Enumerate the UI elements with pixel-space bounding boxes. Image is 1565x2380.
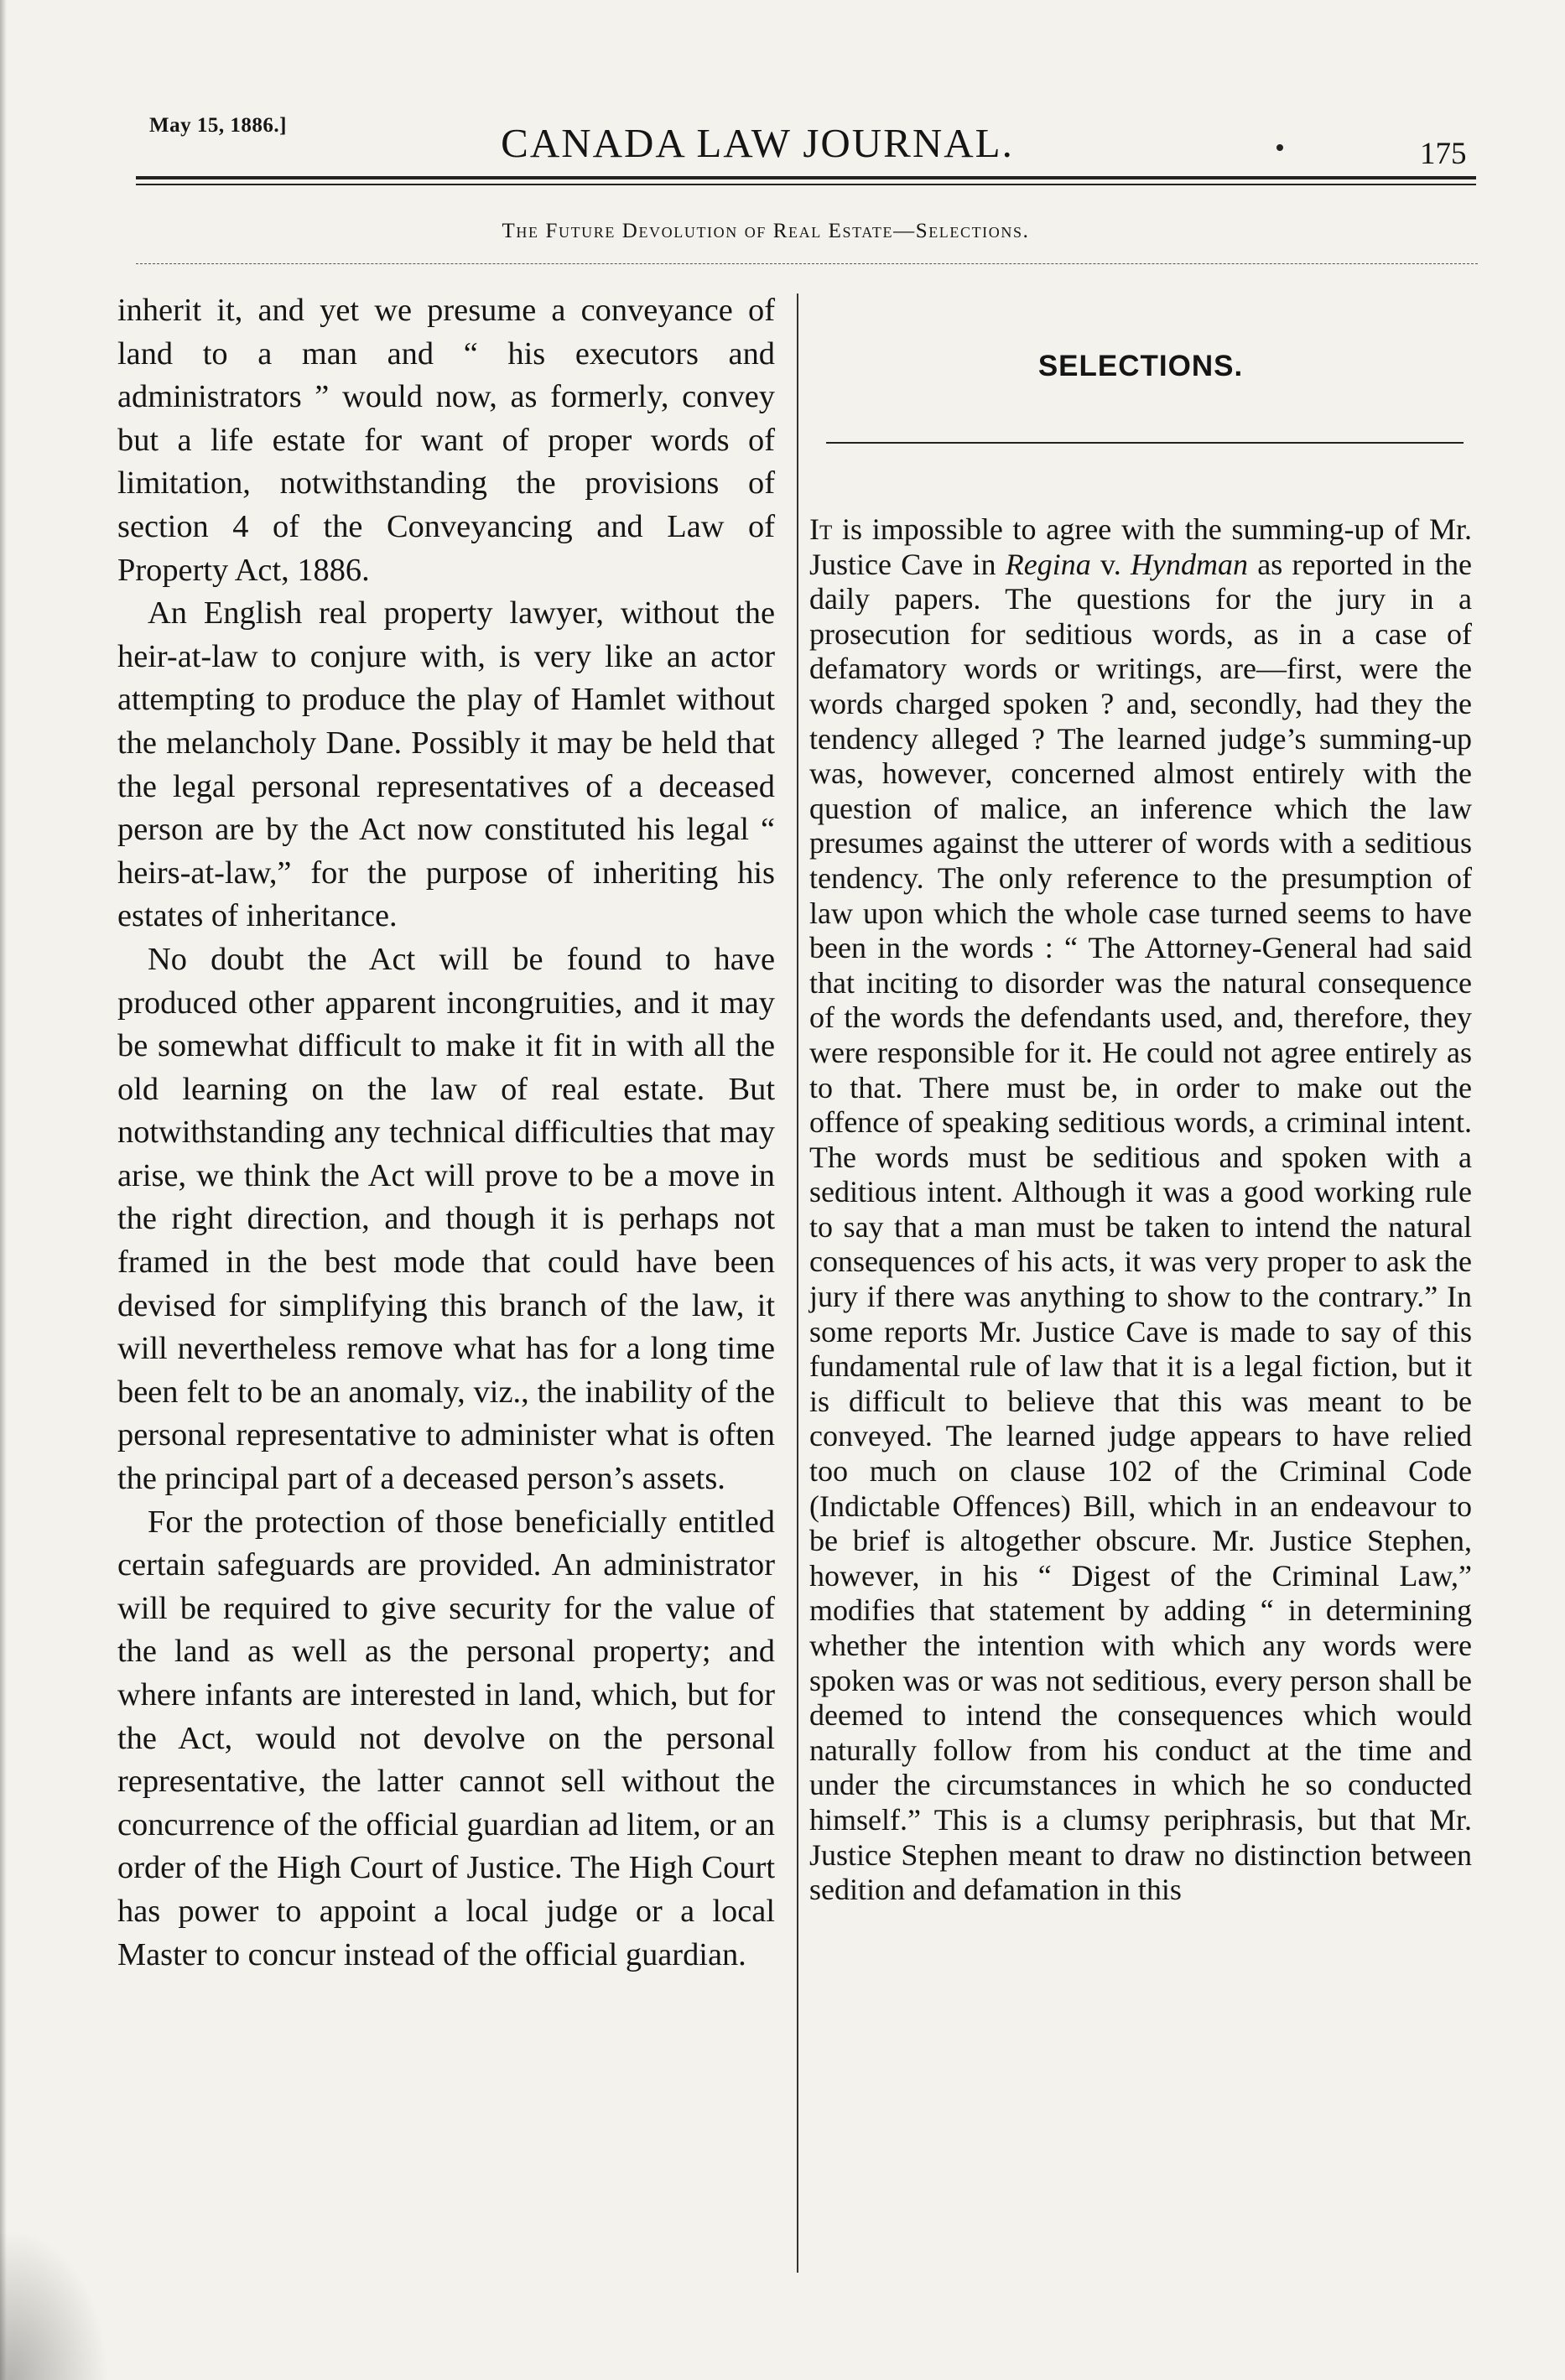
page-spine-shadow xyxy=(0,0,7,2380)
body-text-1: is impossible to agree with the summing-up of Mr. Justice Cave in xyxy=(809,512,1472,581)
right-column xyxy=(809,289,1472,1908)
issue-date: May 15, 1886.] xyxy=(149,114,287,137)
column-divider xyxy=(797,294,798,2273)
header-double-rule xyxy=(136,176,1476,185)
journal-title xyxy=(0,119,1565,167)
journal-title-text: CANADA LAW JOURNAL. xyxy=(501,120,1014,166)
corner-smudge xyxy=(0,2229,109,2380)
case-name: Regina xyxy=(1005,547,1091,581)
lead-word: It xyxy=(809,512,833,546)
body-text-3: as reported in the daily papers. The questions for the jury in a prosecution for seditious words, as in a case of defamatory words or writings, are—first, were the words charged spoken ? and, secondly, had they the tendency alleged ? The learned judge’s summing-up was, however, concerned almost entirely with the question of malice, an inference which the law presumes against the utterer of words with a seditious tendency. The only reference to the presumption of law upon which the whole case turned seems to have been in the words : “ The Attorney-General had said that inciting to disorder was the natural consequence of the words the defendants used, and, therefore, they were responsible for it. He could not agree entirely as to that. There must be, in order to make out the offence of speaking seditious words, a criminal intent. The words must be seditious and spoken with a seditious intent. Although it was a good working rule to say that a man must be taken to intend the natural consequences of his acts, it was very proper to ask the jury if there was anything to show to the contrary.” In some reports Mr. Justice Cave is made to say of this fundamental rule of law that it is a legal fiction, but it is difficult to believe that this was meant to be conveyed. The learned judge appears to have relied too much on clause 102 of the Criminal Code (Indictable Offences) Bill, which in an endeavour to be brief is altogether obscure. Mr. Justice Stephen, however, in his “ Digest of the Criminal Law,” modifies that statement by adding “ in determining whether the intention with which any words were spoken was or was not seditious, every person shall be deemed to intend the consequences which would naturally follow from his conduct at the time and under the circumstances in which he so conducted himself.” This is a clumsy periphrasis, but that Mr. Justice Stephen meant to draw no distinction between sedition and defamation in this xyxy=(809,547,1473,1907)
selections-paragraph xyxy=(809,512,1472,1908)
left-paragraph-1: inherit it, and yet we presume a conveyance of land to a man and “ his executors and administrators ” would now, as formerly, convey but a life estate for want of proper words of limitation, notwithstanding the provisions of section 4 of the Conveyancing and Law of Property Act, 1886. xyxy=(117,293,775,588)
ink-dot xyxy=(1276,144,1283,151)
left-paragraph-3: No doubt the Act will be found to have produced other apparent incongruities, and it may be somewhat difficult to make it fit in with all the old learning on the law of real estate. But notwithstanding any technical difficulties that may arise, we think the Act will prove to be a move in the right direction, and though it is perhaps not framed in the best mode that could have been devised for simplifying this branch of the law, it will nevertheless remove what has for a long time been felt to be an anomaly, viz., the inability of the personal representative to administer what is often the principal part of a deceased person’s assets. xyxy=(117,941,775,1497)
left-paragraph-2: An English real property lawyer, without the heir-at-law to conjure with, is very like an actor attempting to produce the play of Hamlet without the melancholy Dane. Possibly it may be held that the legal personal representatives of a deceased person are by the Act now constituted his legal “ heirs-at-law,” for the purpose of inheriting his estates of inheritance. xyxy=(117,595,775,934)
running-head-text: The Future Devolution of Real Estate—Selections. xyxy=(502,220,1030,242)
running-head-rule xyxy=(136,263,1478,264)
selections-rule xyxy=(826,442,1464,444)
left-paragraph-4: For the protection of those beneficially entitled certain safeguards are provided. An administrator will be required to give security for the value of the land as well as the personal property; and where infants are interested in land, which, but for the Act, would not devolve on the personal representative, the latter cannot sell without the concurrence of the official guardian ad litem, or an order of the High Court of Justice. The High Court has power to appoint a local judge or a local Master to concur instead of the official guardian. xyxy=(117,1504,775,1972)
running-head xyxy=(0,220,1565,243)
left-column xyxy=(117,289,775,1977)
selections-body xyxy=(809,512,1472,1908)
page-number: 175 xyxy=(1420,137,1467,171)
selections-heading: SELECTIONS. xyxy=(1037,350,1244,382)
body-text-2: v. xyxy=(1090,547,1131,581)
defendant-name: Hyndman xyxy=(1131,547,1248,581)
